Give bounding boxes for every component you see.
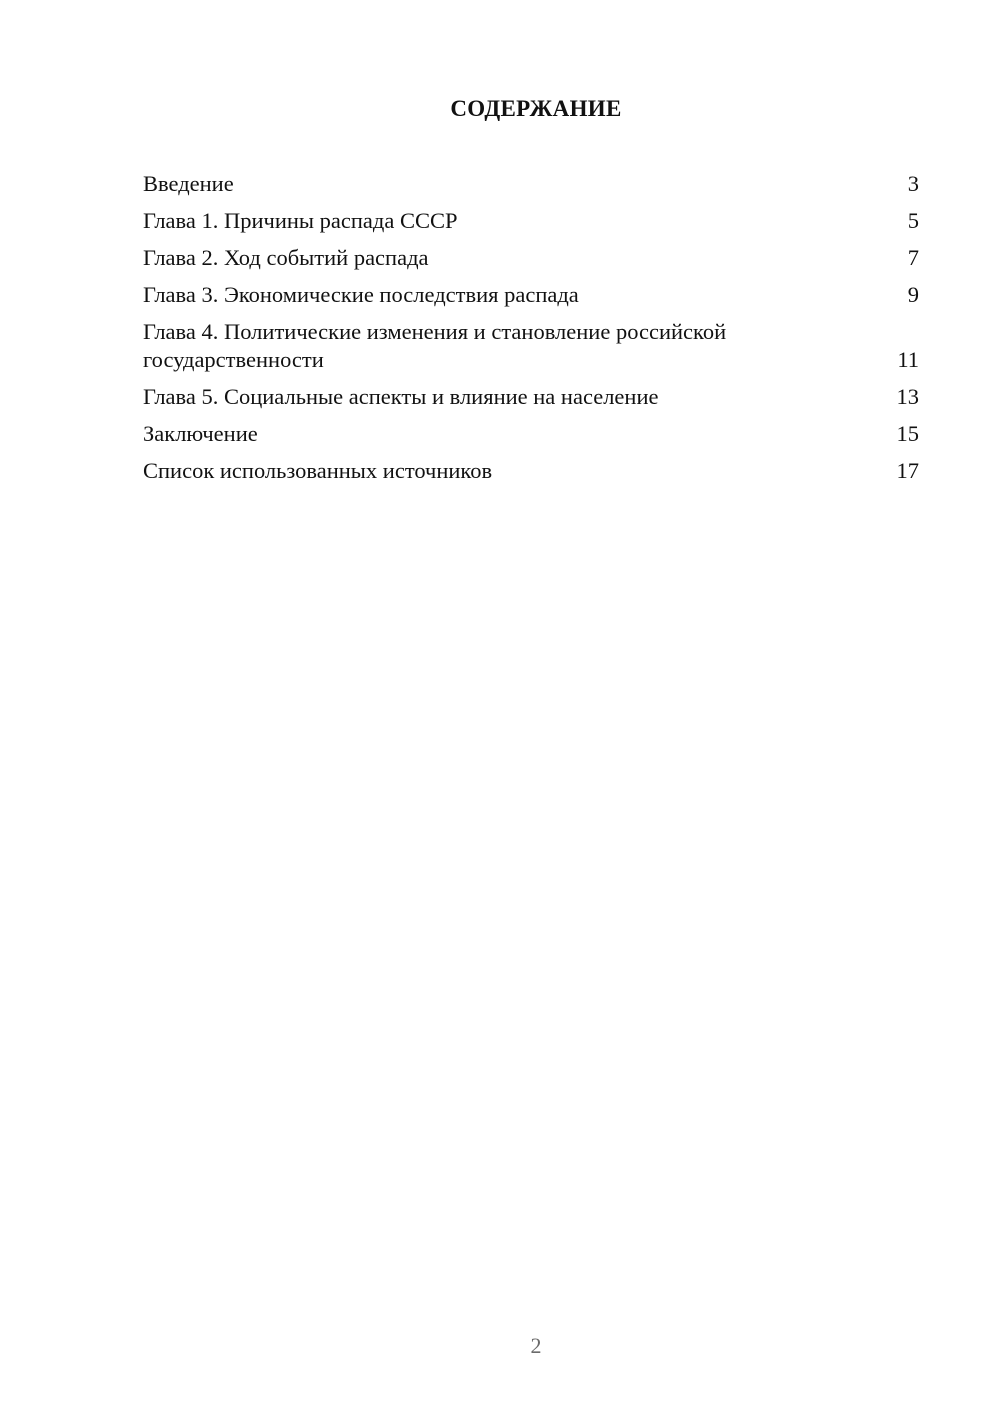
toc-entry-introduction[interactable]	[143, 170, 919, 198]
toc-entry-page: 15	[896, 421, 919, 446]
table-of-contents	[143, 170, 919, 494]
toc-entry-label: Глава 3. Экономические последствия распада	[143, 282, 579, 307]
toc-entry-page: 13	[896, 384, 919, 409]
toc-entry-label: Глава 4. Политические изменения и становление российской государственности	[143, 319, 727, 372]
toc-entry-conclusion[interactable]	[143, 420, 919, 448]
toc-entry-label: Глава 1. Причины распада СССР	[143, 208, 458, 233]
toc-entry-page: 11	[897, 347, 919, 372]
toc-entry-page: 17	[896, 458, 919, 483]
toc-entry-label: Заключение	[143, 421, 258, 446]
toc-entry-chapter-3[interactable]	[143, 281, 919, 309]
toc-entry-label: Список использованных источников	[143, 458, 493, 483]
toc-entry-chapter-1[interactable]	[143, 207, 919, 235]
toc-entry-page: 5	[907, 208, 919, 233]
toc-entry-page: 3	[907, 171, 919, 196]
toc-entry-page: 7	[907, 245, 919, 270]
toc-entry-chapter-4[interactable]	[143, 318, 919, 374]
page-number: 2	[530, 1333, 542, 1358]
toc-title: СОДЕРЖАНИЕ	[450, 96, 622, 121]
toc-entry-label: Глава 2. Ход событий распада	[143, 245, 429, 270]
toc-entry-references[interactable]	[143, 457, 919, 485]
toc-entry-chapter-5[interactable]	[143, 383, 919, 411]
toc-entry-page: 9	[907, 282, 919, 307]
toc-entry-label: Глава 5. Социальные аспекты и влияние на население	[143, 384, 659, 409]
toc-entry-chapter-2[interactable]	[143, 244, 919, 272]
toc-entry-label: Введение	[143, 171, 234, 196]
